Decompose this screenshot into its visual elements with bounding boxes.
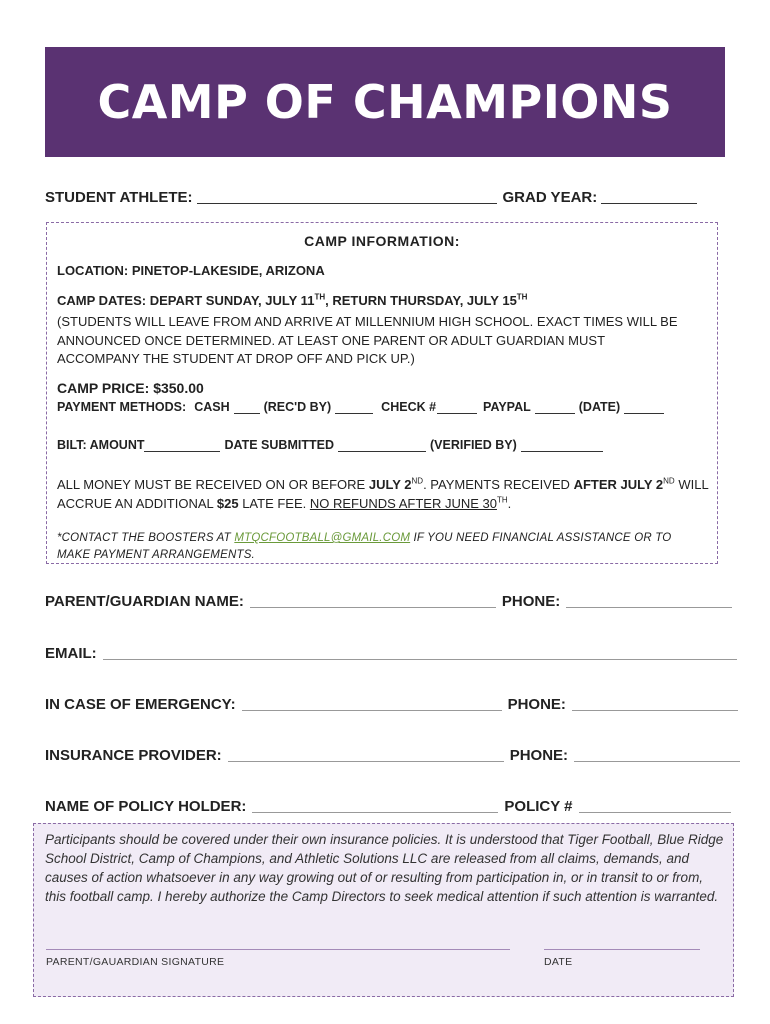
insurance-row	[45, 747, 740, 764]
date-submitted-field[interactable]	[338, 440, 426, 452]
camp-dates	[57, 293, 527, 308]
paypal-label: PAYPAL	[483, 400, 531, 414]
camp-note-line: (STUDENTS WILL LEAVE FROM AND ARRIVE AT MILLENNIUM HIGH SCHOOL. EXACT TIMES WILL BE	[57, 314, 678, 329]
contact-text: *CONTACT THE BOOSTERS AT	[57, 532, 235, 544]
camp-notes	[57, 313, 678, 369]
insurance-provider-label: INSURANCE PROVIDER:	[45, 747, 222, 764]
email-field[interactable]	[103, 645, 737, 660]
parent-name-label: PARENT/GUARDIAN NAME:	[45, 593, 244, 610]
contact-text: MAKE PAYMENT ARRANGEMENTS.	[57, 549, 255, 561]
emergency-phone-label: PHONE:	[507, 696, 566, 713]
payment-date-field[interactable]	[624, 402, 664, 414]
money-bold: JULY 2	[368, 477, 412, 492]
policy-holder-label: NAME OF POLICY HOLDER:	[45, 798, 247, 815]
camp-dates-return: , RETURN THURSDAY, JULY 15	[325, 293, 517, 308]
grad-year-field[interactable]	[601, 189, 697, 204]
payment-methods-row	[57, 400, 664, 414]
cash-label: CASH	[194, 400, 230, 414]
student-athlete-label: STUDENT ATHLETE:	[45, 189, 193, 206]
bilt-row	[57, 438, 603, 452]
insurance-provider-field[interactable]	[228, 747, 504, 762]
check-number-field[interactable]	[437, 402, 477, 414]
money-sup: TH	[496, 495, 508, 505]
bilt-amount-field[interactable]	[144, 440, 220, 452]
parent-phone-label: PHONE:	[501, 593, 561, 610]
student-athlete-row	[45, 189, 703, 206]
policy-holder-row	[45, 798, 731, 815]
paypal-field[interactable]	[535, 402, 575, 414]
no-refunds-text: NO REFUNDS AFTER JUNE 30	[309, 495, 497, 511]
signature-label: PARENT/GAUARDIAN SIGNATURE	[46, 956, 225, 968]
title-banner	[45, 47, 725, 157]
insurance-phone-label: PHONE:	[509, 747, 569, 764]
signature-line[interactable]	[46, 949, 510, 950]
money-sup: ND	[663, 476, 675, 486]
contact-boosters-text	[57, 530, 671, 564]
verified-by-label: (VERIFIED BY)	[429, 438, 517, 452]
signature-date-line[interactable]	[544, 949, 700, 950]
money-text: WILL	[674, 477, 709, 492]
camp-note-line: ANNOUNCED ONCE DETERMINED. AT LEAST ONE PARENT OR ADULT GUARDIAN MUST	[57, 332, 606, 348]
bilt-amount-label: BILT: AMOUNT	[57, 438, 145, 452]
contact-text: IF YOU NEED FINANCIAL ASSISTANCE OR TO	[410, 532, 672, 544]
emergency-phone-field[interactable]	[572, 696, 738, 711]
money-text: ACCRUE AN ADDITIONAL	[57, 495, 217, 511]
emergency-contact-field[interactable]	[242, 696, 502, 711]
camp-dates-depart: CAMP DATES: DEPART SUNDAY, JULY 11	[57, 293, 315, 308]
dates-sup-2: TH	[516, 292, 528, 302]
recd-by-label: (REC'D BY)	[263, 400, 332, 414]
camp-info-title: CAMP INFORMATION:	[304, 233, 460, 249]
date-submitted-label: DATE SUBMITTED	[224, 438, 334, 452]
email-row	[45, 645, 737, 662]
emergency-label: IN CASE OF EMERGENCY:	[45, 696, 236, 713]
policy-number-label: POLICY #	[504, 798, 573, 815]
emergency-row	[45, 696, 738, 713]
money-bold: AFTER JULY 2	[573, 477, 664, 492]
camp-price: CAMP PRICE: $350.00	[57, 380, 204, 396]
cash-field[interactable]	[234, 402, 260, 414]
check-label: CHECK #	[381, 400, 437, 414]
money-deadline-text	[57, 476, 709, 513]
page-title: CAMP OF CHAMPIONS	[97, 75, 673, 129]
student-athlete-field[interactable]	[197, 189, 497, 204]
parent-name-row	[45, 593, 732, 610]
parent-phone-field[interactable]	[566, 593, 732, 608]
payment-methods-label: PAYMENT METHODS:	[57, 400, 187, 414]
email-label: EMAIL:	[45, 645, 97, 662]
waiver-box	[33, 823, 734, 997]
money-text: .	[507, 495, 512, 511]
grad-year-label: GRAD YEAR:	[502, 189, 598, 206]
camp-info-box	[46, 222, 718, 564]
policy-holder-field[interactable]	[252, 798, 498, 813]
money-sup: ND	[411, 476, 424, 486]
insurance-phone-field[interactable]	[574, 747, 740, 762]
boosters-email-link[interactable]: MTQCFOOTBALL@GMAIL.COM	[234, 532, 411, 544]
signature-date-label: DATE	[544, 956, 573, 968]
verified-by-field[interactable]	[521, 440, 603, 452]
money-text: ALL MONEY MUST BE RECEIVED ON OR BEFORE	[57, 477, 369, 492]
payment-date-label: (DATE)	[578, 400, 621, 414]
parent-name-field[interactable]	[250, 593, 496, 608]
waiver-text: Participants should be covered under their own insurance policies. It is understood that Tiger Football, Blue Ridge School District, Camp of Champions, and Athletic Solutions LLC are released from all claims, demands, and causes of action whatsoever in any way growing out of or resulting from participation in, or in transit to or from, this football camp. I hereby authorize the Camp Directors to seek medical attention if such attention is warranted.	[45, 832, 724, 904]
money-text: . PAYMENTS RECEIVED	[423, 477, 574, 492]
camp-note-line: ACCOMPANY THE STUDENT AT DROP OFF AND PICK UP.)	[57, 351, 415, 366]
recd-by-field[interactable]	[335, 402, 373, 414]
dates-sup-1: TH	[314, 292, 326, 302]
camp-location: LOCATION: PINETOP-LAKESIDE, ARIZONA	[57, 263, 325, 278]
money-text: LATE FEE.	[238, 495, 310, 511]
policy-number-field[interactable]	[579, 798, 731, 813]
late-fee-amount: $25	[216, 495, 239, 511]
